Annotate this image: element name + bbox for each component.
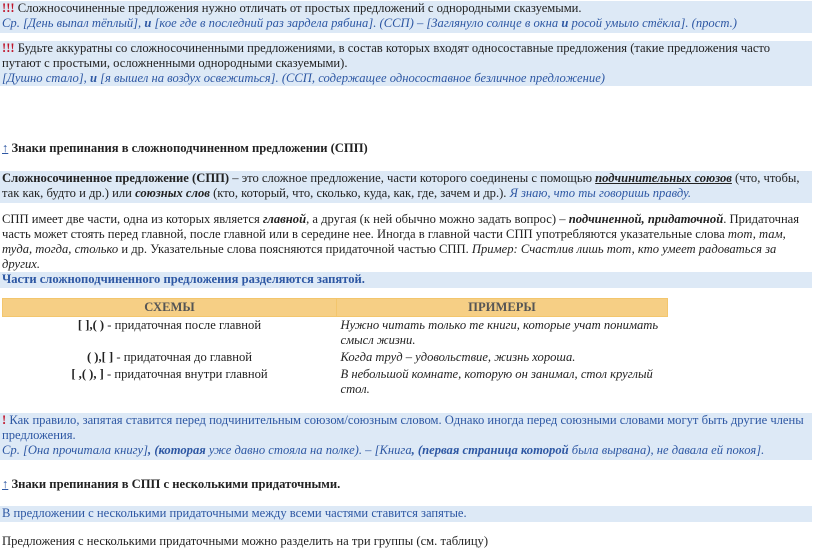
example-part: Ср. [День выпал тёплый], xyxy=(2,16,145,30)
section-title: Знаки препинания в сложноподчиненном предложении (СПП) xyxy=(8,141,368,155)
multi-clause-rule xyxy=(0,506,812,522)
warning-marker: !!! xyxy=(2,41,15,55)
intro-text: Предложения с несколькими придаточными можно разделить на три группы (см. таблицу) xyxy=(2,534,489,548)
example-conj: и xyxy=(89,71,97,85)
comma-rule xyxy=(0,272,812,288)
up-arrow-link[interactable]: ↑ xyxy=(2,141,9,155)
example-text xyxy=(2,443,764,457)
table-row xyxy=(3,366,668,398)
definition-text: – это сложное предложение, части которого соединены с помощью xyxy=(229,171,596,185)
example-part: Ср. [Она прочитала книгу] xyxy=(2,443,149,457)
scheme-formula: ( ),[ ] xyxy=(86,350,114,364)
table-header-row xyxy=(3,299,668,317)
scheme-cell xyxy=(3,317,337,350)
example-part: [Душно стало], xyxy=(2,71,90,85)
paragraph-text: СПП имеет две части, одна из которых является xyxy=(2,212,263,226)
spp-definition xyxy=(0,171,812,203)
example-bold-part: , (которая xyxy=(148,443,206,457)
column-header: СХЕМЫ xyxy=(3,299,337,317)
schemes-table xyxy=(2,298,668,398)
scheme-formula: [ ],( ) xyxy=(77,318,105,332)
example-part: была вырвана), не давала ей покоя]. xyxy=(568,443,765,457)
example-cell: Когда труд – удовольствие, жизнь хороша. xyxy=(340,350,576,364)
comma-exception-note xyxy=(0,413,812,460)
paragraph-text: , а другая (к ней обычно можно задать вопрос) – xyxy=(306,212,569,226)
section-heading-spp xyxy=(0,141,812,156)
warning-marker: !!! xyxy=(2,1,15,15)
rule-text: В предложении с несколькими придаточными между всеми частями ставится запятые. xyxy=(2,506,467,520)
subordinating-conjunctions: подчинительных союзов xyxy=(595,171,732,185)
scheme-cell xyxy=(3,349,337,366)
example-text xyxy=(2,71,605,85)
definition-text: (что, чтобы, так как, будто и др.) или xyxy=(2,171,800,200)
main-clause-term: главной xyxy=(262,212,307,226)
conjunctive-words: союзных слов xyxy=(135,186,210,200)
spp-parts-paragraph xyxy=(0,212,812,272)
paragraph-example: Пример: Счастлив лишь тот, кто умеет радоваться за других. xyxy=(2,242,777,271)
paragraph-text: и др. Указательные слова поясняются придаточной частью СПП. xyxy=(118,242,472,256)
note-one-part-sentences xyxy=(0,41,812,86)
example-bold-part: , (первая страница которой xyxy=(411,443,569,457)
up-arrow-link[interactable]: ↑ xyxy=(2,477,9,491)
scheme-desc: - придаточная после главной xyxy=(104,318,262,332)
column-header: ПРИМЕРЫ xyxy=(337,299,668,317)
note-ssp-vs-simple xyxy=(0,1,812,33)
note-text: Как правило, запятая ставится перед подчинительным союзом/союзным словом. Однако иногда перед союзными словами могут быть другие члены предложения. xyxy=(2,413,804,442)
note-text: Сложносочиненные предложения нужно отличать от простых предложений с однородными сказуемыми. xyxy=(14,1,582,15)
warning-marker: ! xyxy=(2,413,7,427)
example-part: [я вышел на воздух освежиться]. (ССП, содержащее односоставное безличное предложение) xyxy=(97,71,605,85)
example-text xyxy=(2,16,737,30)
section-heading-multi xyxy=(0,477,812,492)
paragraph-text: . Придаточная часть может стоять перед главной, после главной или в середине нее. Иногда в главной части СПП употребляются указательные слова xyxy=(2,212,800,241)
subordinate-clause-term: подчиненной, придаточной xyxy=(568,212,724,226)
example-part: [кое где в последний раз зардела рябина]. (ССП) – [Заглянуло солнце в окна xyxy=(151,16,562,30)
demonstrative-words: тот, там, туда, тогда, столько xyxy=(2,227,786,256)
example-part: уже давно стояла на полке). – [Книга xyxy=(205,443,412,457)
table-row xyxy=(3,349,668,366)
example-cell: В небольшой комнате, которую он занимал, стол круглый стол. xyxy=(340,367,653,396)
scheme-desc: - придаточная внутри главной xyxy=(103,367,268,381)
scheme-cell xyxy=(3,366,337,398)
section-title: Знаки препинания в СПП с несколькими придаточными. xyxy=(8,477,341,491)
definition-example: Я знаю, что ты говоришь правду. xyxy=(509,186,692,200)
table-row xyxy=(3,317,668,350)
example-conj: и xyxy=(144,16,152,30)
scheme-formula: [ ,( ), ] xyxy=(71,367,104,381)
term: Сложносочиненное предложение (СПП) xyxy=(2,171,230,185)
groups-intro xyxy=(0,534,812,549)
definition-text: (кто, который, что, сколько, куда, как, где, зачем и др.). xyxy=(209,186,510,200)
note-text: Будьте аккуратны со сложносочиненными предложениями, в состав которых входят односоставные предложения (такие предложения часто путают с простыми, осложненными однородными сказуемыми). xyxy=(2,41,771,70)
rule-text: Части сложноподчиненного предложения разделяются запятой. xyxy=(2,272,365,286)
example-part: росой умыло стёкла]. (прост.) xyxy=(568,16,737,30)
example-conj: и xyxy=(561,16,569,30)
example-cell: Нужно читать только те книги, которые учат понимать смысл жизни. xyxy=(340,318,659,347)
scheme-desc: - придаточная до главной xyxy=(113,350,253,364)
